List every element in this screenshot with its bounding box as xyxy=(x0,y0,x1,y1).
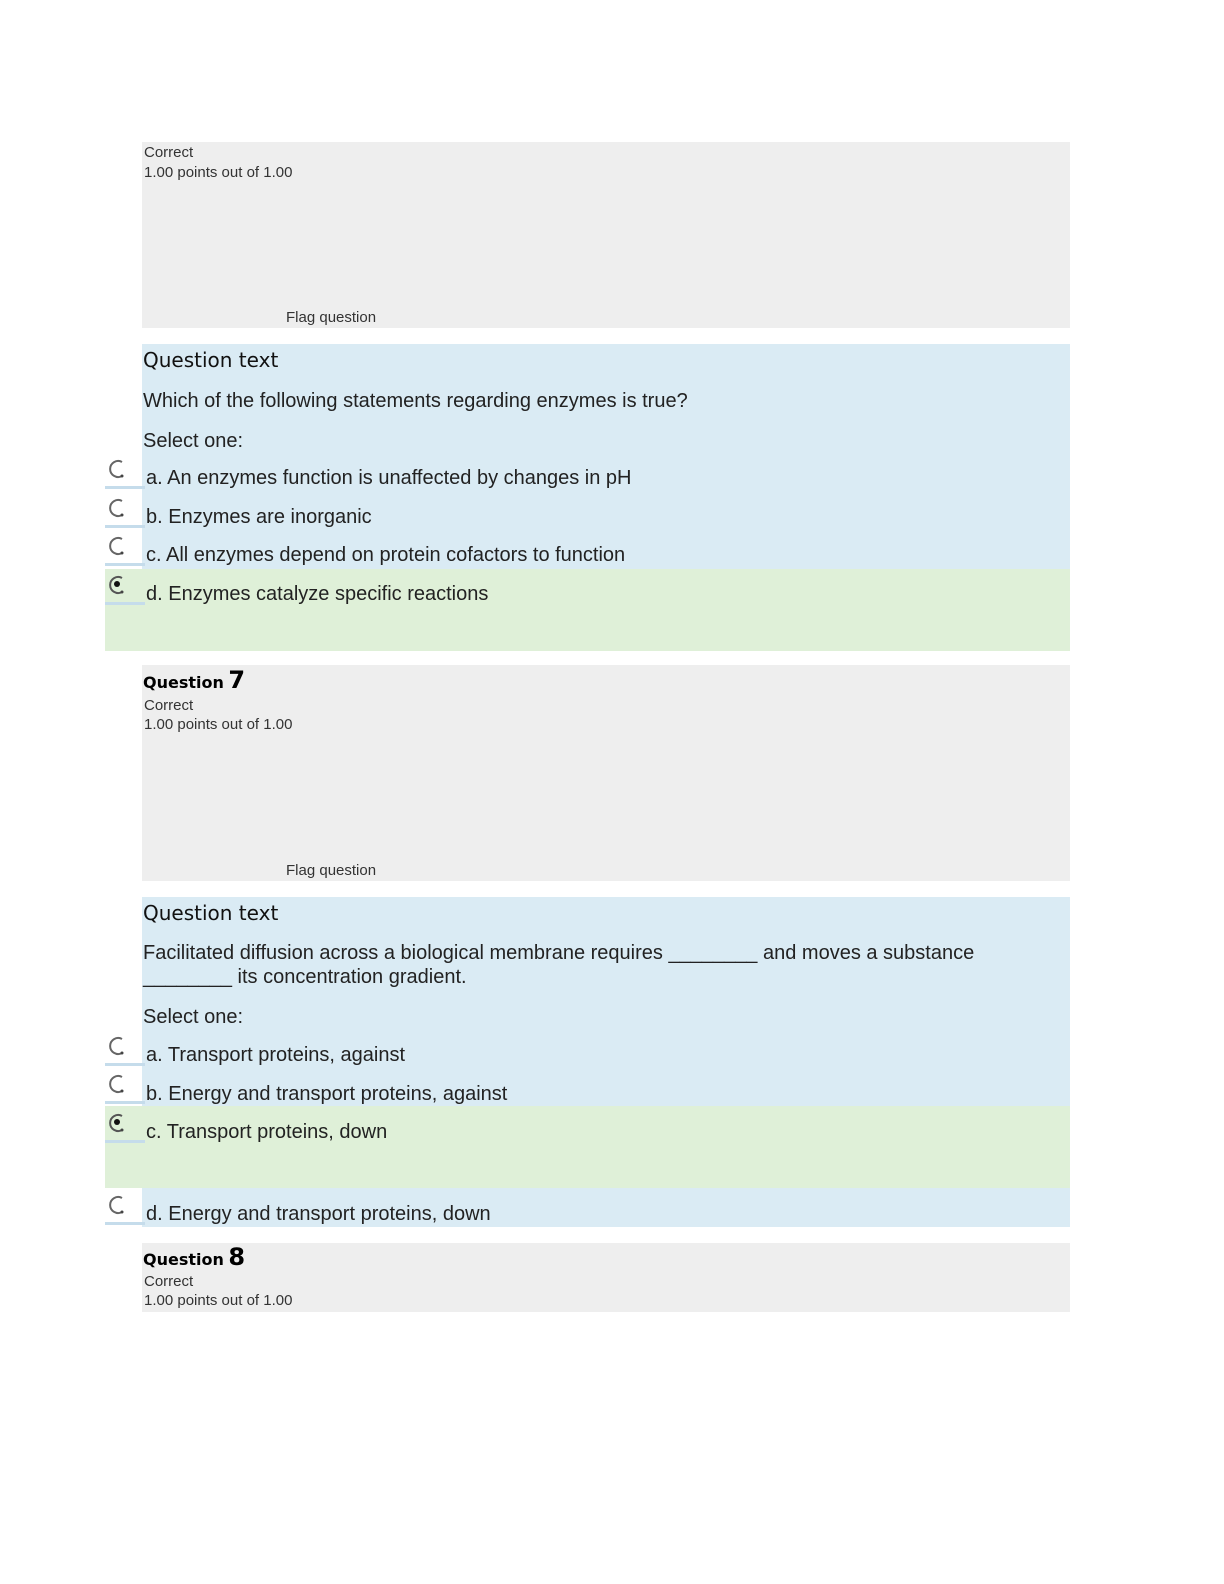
radio-checked-icon xyxy=(105,1109,129,1137)
radio-underline xyxy=(105,486,145,489)
question-7-answer-a[interactable]: a. Transport proteins, against xyxy=(146,1044,406,1066)
question-6-text-heading: Question text xyxy=(143,348,279,372)
question-7-radio-d[interactable] xyxy=(105,1191,145,1225)
question-6-content xyxy=(142,344,1070,569)
question-6-correct-answer-highlight xyxy=(105,569,1070,651)
radio-underline xyxy=(105,1101,145,1104)
question-7-grade: 1.00 points out of 1.00 xyxy=(144,716,293,733)
question-label: Question xyxy=(143,1250,224,1269)
question-7-select-prompt: Select one: xyxy=(143,1006,244,1028)
question-8-grade: 1.00 points out of 1.00 xyxy=(144,1292,293,1309)
question-6-answer-b[interactable]: b. Enzymes are inorganic xyxy=(146,506,372,528)
radio-unchecked-icon xyxy=(105,494,129,522)
question-6-answer-c[interactable]: c. All enzymes depend on protein cofactors to function xyxy=(146,544,626,566)
question-6-answer-d[interactable]: d. Enzymes catalyze specific reactions xyxy=(146,583,489,605)
question-7-radio-c[interactable] xyxy=(105,1109,145,1143)
question-7-info-box xyxy=(142,665,1070,881)
question-7-answer-c[interactable]: c. Transport proteins, down xyxy=(146,1121,388,1143)
question-6-question-text: Which of the following statements regarding enzymes is true? xyxy=(143,390,688,412)
question-7-flag-link[interactable]: Flag question xyxy=(286,862,377,879)
radio-underline xyxy=(105,563,145,566)
question-6-info-box xyxy=(142,142,1070,328)
question-7-question-line-2: ________ its concentration gradient. xyxy=(143,966,467,988)
question-7-state: Correct xyxy=(144,697,194,714)
radio-unchecked-icon xyxy=(105,1191,129,1219)
question-number: 7 xyxy=(228,666,246,694)
question-6-flag-link[interactable]: Flag question xyxy=(286,309,377,326)
radio-unchecked-icon xyxy=(105,455,129,483)
question-7-content xyxy=(142,897,1070,1106)
radio-unchecked-icon xyxy=(105,532,129,560)
question-7-question-line-1: Facilitated diffusion across a biological membrane requires ________ and moves a substance xyxy=(143,942,975,964)
question-7-number-heading xyxy=(143,666,245,694)
radio-underline xyxy=(105,1140,145,1143)
question-6-radio-a[interactable] xyxy=(105,455,145,489)
question-7-radio-a[interactable] xyxy=(105,1032,145,1066)
radio-underline xyxy=(105,602,145,605)
question-8-number-heading xyxy=(143,1243,245,1271)
question-7-correct-answer-highlight xyxy=(105,1106,1070,1188)
question-6-state: Correct xyxy=(144,144,194,161)
question-6-select-prompt: Select one: xyxy=(143,430,244,452)
radio-checked-icon xyxy=(105,571,129,599)
question-8-info-box xyxy=(142,1243,1070,1312)
question-6-radio-d[interactable] xyxy=(105,571,145,605)
question-6-radio-b[interactable] xyxy=(105,494,145,528)
question-number: 8 xyxy=(228,1243,246,1271)
radio-unchecked-icon xyxy=(105,1032,129,1060)
radio-underline xyxy=(105,1222,145,1225)
question-8-state: Correct xyxy=(144,1273,194,1290)
question-6-grade: 1.00 points out of 1.00 xyxy=(144,164,293,181)
radio-unchecked-icon xyxy=(105,1070,129,1098)
radio-underline xyxy=(105,1063,145,1066)
question-7-text-heading: Question text xyxy=(143,901,279,925)
radio-underline xyxy=(105,525,145,528)
question-6-radio-c[interactable] xyxy=(105,532,145,566)
question-7-answer-b[interactable]: b. Energy and transport proteins, against xyxy=(146,1083,508,1105)
question-label: Question xyxy=(143,673,224,692)
question-6-answer-a[interactable]: a. An enzymes function is unaffected by changes in pH xyxy=(146,467,632,489)
question-7-answer-d[interactable]: d. Energy and transport proteins, down xyxy=(146,1203,491,1225)
question-7-radio-b[interactable] xyxy=(105,1070,145,1104)
